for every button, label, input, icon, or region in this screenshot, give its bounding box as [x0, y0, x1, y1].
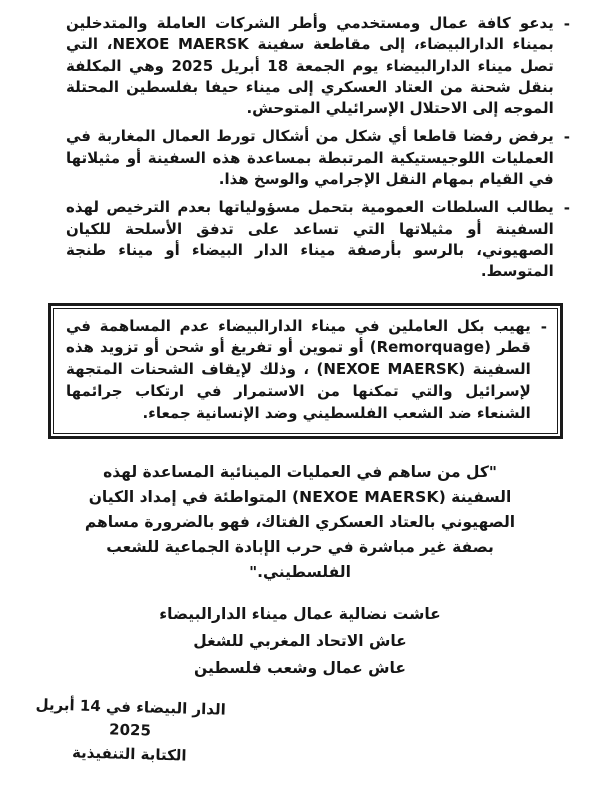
boxed-bullet	[66, 316, 547, 425]
statement-bullet-3	[66, 197, 570, 282]
date-line: الدار البيضاء في 14 أبريل 2025	[35, 695, 226, 741]
bullet-text-authorities-demand: يطالب السلطات العمومية بتحمل مسؤولياتها بعدم الترخيص لهذه السفينة أو مثيلاتها التي تساعد على تدفق الأسلحة للكيان الصهيوني، بالرسو بأرصفة ميناء الدار البيضاء أو ميناء طنجة المتوسط.	[66, 198, 554, 281]
bullet-text-boycott-call: يدعو كافة عمال ومستخدمي وأطر الشركات العاملة والمتدخلين بميناء الدارالبيضاء، إلى مقاطعة سفينة NEXOE MAERSK، التي تصل ميناء الدارالبيضاء يوم الجمعة 18 أبريل 2025 وهي المكلفة بنقل شحنة من العتاد العسكري إلى ميناء حيفا بفلسطين المحتلة الموجه إلى الاحتلال الإسرائيلي المتوحش.	[66, 14, 554, 118]
bullet-text-rejection: يرفض رفضا قاطعا أي شكل من أشكال تورط العمال المغاربة في العمليات اللوجيستيكية المرتبطة بمساعدة هذه السفينة أو مثيلاتها في القيام بمهام النقل الإجرامي والوسخ هذا.	[66, 127, 554, 189]
bullet-dash-marker: -	[540, 317, 547, 336]
slogans-block	[0, 601, 600, 681]
slogan-line-3: عاش عمال وشعب فلسطين	[194, 658, 406, 677]
emphasis-box	[48, 303, 563, 440]
bullet-dash-marker: -	[563, 15, 570, 33]
quotation-paragraph: "كل من ساهم في العمليات المينائية المساعدة لهذه السفينة (NEXOE MAERSK) المتواطئة في إمداد الكيان الصهيوني بالعتاد العسكري الفتاك، فهو بالضرورة مساهم بصفة غير مباشرة في حرب الإبادة الجماعية للشعب الفلسطيني."	[84, 463, 516, 581]
bullet-dash-marker: -	[563, 199, 570, 218]
slogan-line-1: عاشت نضالية عمال ميناء الدارالبيضاء	[159, 605, 441, 624]
bullet-dash-marker: -	[563, 128, 570, 147]
slogan-line-2: عاش الاتحاد المغربي للشغل	[193, 631, 407, 650]
statement-bullet-1	[66, 13, 570, 119]
statement-bullet-list	[0, 0, 600, 283]
signed-by-line: الكتابة التنفيذية	[71, 743, 187, 765]
signature-block	[19, 693, 241, 769]
emphasis-box-inner-border	[53, 308, 558, 435]
statement-bullet-2	[66, 126, 570, 190]
boxed-bullet-text-appeal: يهيب بكل العاملين في ميناء الدارالبيضاء عدم المساهمة في قطر (Remorquage) أو تموين أو تفريغ أو شحن أو تزويد هذه السفينة (NEXOE MAERSK) ، وذلك لإيقاف الشحنات المتجهة لإسرائيل والتي تمكنها من الاستمرار في ارتكاب جرائمها الشنعاء ضد الشعب الفلسطيني وضد الإنسانية جمعاء.	[66, 316, 531, 422]
